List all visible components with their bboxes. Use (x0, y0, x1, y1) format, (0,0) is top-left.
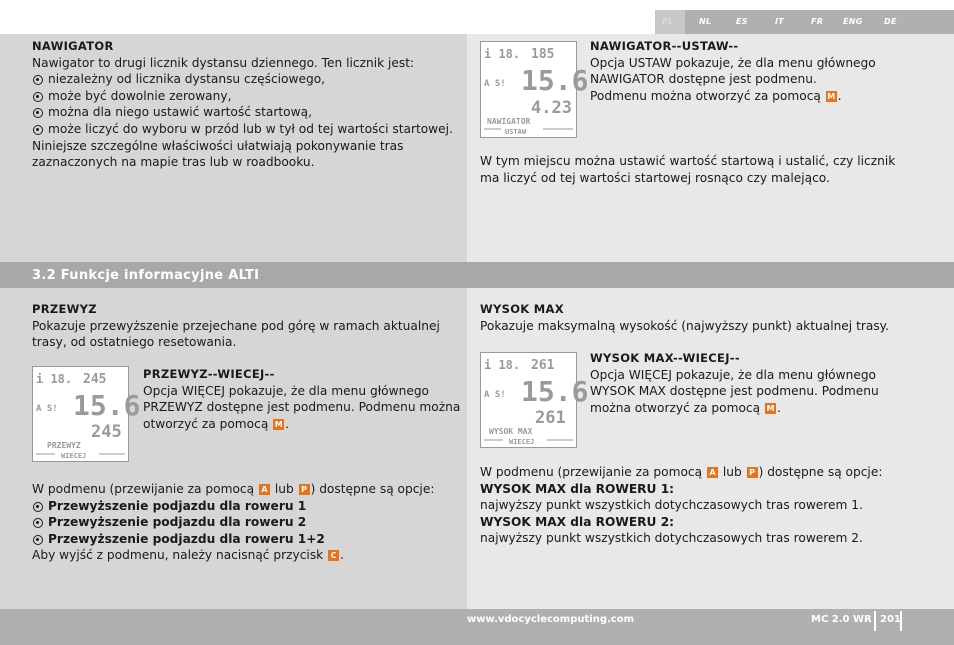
wysok-options-post: ) dostępne są opcje: (758, 465, 883, 479)
przewyz-wiecej-line3-end: . (285, 416, 290, 431)
lcd-segment-icons: i 18. (484, 358, 521, 372)
nawigator-bullet: może liczyć do wyboru w przód lub w tył od tej wartości startowej. (32, 121, 457, 138)
nawigator-ustaw-block (590, 38, 930, 104)
lang-tab-it[interactable]: IT (775, 17, 785, 26)
lang-tab-de[interactable]: DE (884, 17, 897, 26)
wysok-wiecej-block (590, 350, 930, 416)
przewyz-options-pre: W podmenu (przewijanie za pomocą (32, 482, 255, 496)
przewyz-line2: trasy, od ostatniego resetowania. (32, 335, 237, 350)
page-number: 201 (880, 614, 901, 625)
nawigator-ustaw-line3 (590, 88, 930, 105)
lcd-side-icons: A S! (484, 390, 506, 400)
wysok-options-block (480, 464, 940, 547)
przewyz-wiecej-line2: PRZEWYZ dostępne jest podmenu. Podmenu można (143, 400, 461, 415)
lcd-main-value: 15.6 (521, 64, 589, 97)
wysok-wiecej-heading: WYSOK MAX--WIECEJ-- (590, 351, 740, 365)
lcd-display-nawigator (480, 41, 589, 138)
przewyz-line1: Pokazuje przewyższenie przejechane pod górę w ramach aktualnej (32, 318, 440, 333)
nawigator-bullet: może być dowolnie zerowany, (32, 88, 457, 105)
lang-tab-pl[interactable]: PL (662, 17, 674, 26)
lcd-side-icons: A S! (484, 79, 506, 89)
wysok-wiecej-line3 (590, 400, 930, 417)
wysok-wiecej-line3-end: . (776, 400, 781, 415)
przewyz-option: Przewyższenie podjazdu dla roweru 2 (32, 514, 457, 531)
lcd-label-line2: USTAW (505, 128, 527, 136)
lang-tab-nl[interactable]: NL (699, 17, 712, 26)
wysok-option1-title: WYSOK MAX dla ROWERU 1: (480, 481, 675, 496)
footer-model: MC 2.0 WR (811, 614, 872, 625)
nawigator-bullet: niezależny od licznika dystansu częściowego, (32, 71, 457, 88)
wysok-options-or: lub (722, 465, 742, 479)
lang-tab-eng[interactable]: ENG (843, 17, 863, 26)
wysok-wiecej-line3-text: można otworzyć za pomocą (590, 400, 761, 415)
lcd-top-value: 245 (83, 372, 107, 387)
p-key-icon: P (747, 467, 758, 478)
lcd-label-line1: NAWIGATOR (487, 117, 531, 126)
lcd-sub-value: 4.23 (531, 98, 572, 118)
przewyz-block (32, 301, 457, 351)
lcd-side-icons: A S! (36, 404, 58, 414)
nawigator-ustaw-line3-text: Podmenu można otworzyć za pomocą (590, 88, 821, 103)
wysok-option2-title: WYSOK MAX dla ROWERU 2: (480, 514, 675, 529)
przewyz-options-block (32, 481, 457, 564)
lcd-main-value: 15.6 (73, 389, 141, 422)
footer-divider (874, 611, 876, 631)
nawigator-ustaw-heading: NAWIGATOR--USTAW-- (590, 39, 739, 53)
lcd-display-przewyz (32, 366, 141, 462)
nawigator-bullet: można dla niego ustawić wartość startową, (32, 104, 457, 121)
nawigator-ustaw-line2: NAWIGATOR dostępne jest podmenu. (590, 72, 817, 87)
lcd-top-value: 261 (531, 358, 555, 373)
przewyz-wiecej-line3-text: otworzyć za pomocą (143, 416, 269, 431)
przewyz-options-post: ) dostępne są opcje: (310, 482, 435, 496)
p-key-icon: P (299, 484, 310, 495)
przewyz-exit-end: . (340, 548, 344, 563)
footer-url-link[interactable]: www.vdocyclecomputing.com (467, 614, 635, 625)
lcd-main-value: 15.6 (521, 375, 589, 408)
przewyz-wiecej-block (143, 366, 461, 432)
nawigator-heading: NAWIGATOR (32, 39, 114, 53)
wysok-line1: Pokazuje maksymalną wysokość (najwyższy punkt) aktualnej trasy. (480, 318, 890, 333)
wysok-wiecej-line1: Opcja WIĘCEJ pokazuje, że dla menu głównego (590, 367, 877, 382)
c-key-icon: C (328, 550, 339, 561)
lcd-label-line1: WYSOK MAX (489, 427, 533, 436)
nawigator-ustaw-line1: Opcja USTAW pokazuje, że dla menu głównego (590, 55, 876, 70)
przewyz-exit-text: Aby wyjść z podmenu, należy nacisnąć przycisk (32, 548, 324, 563)
przewyz-options-intro (32, 481, 457, 498)
a-key-icon: A (259, 484, 270, 495)
lcd-sub-value: 261 (535, 408, 566, 428)
przewyz-exit (32, 547, 457, 564)
lang-tab-fr[interactable]: FR (811, 17, 824, 26)
przewyz-option: Przewyższenie podjazdu dla roweru 1 (32, 498, 457, 515)
nawigator-block (32, 38, 457, 171)
wysok-option2-text: najwyższy punkt wszystkich dotychczasowych tras rowerem 2. (480, 531, 863, 546)
przewyz-heading: PRZEWYZ (32, 302, 97, 316)
m-key-icon: M (766, 403, 775, 413)
lcd-display-wysok (480, 352, 589, 448)
panel-wysok-max (467, 288, 954, 609)
section-title: 3.2 Funkcje informacyjne ALTI (32, 268, 260, 283)
nawigator-intro: Nawigator to drugi licznik dystansu dziennego. Ten licznik jest: (32, 55, 415, 70)
m-key-icon: M (827, 91, 836, 101)
przewyz-wiecej-line1: Opcja WIĘCEJ pokazuje, że dla menu głównego (143, 383, 430, 398)
lcd-label-line2: WIECEJ (509, 438, 535, 446)
wysok-heading: WYSOK MAX (480, 302, 564, 316)
nawigator-outro-line2: zaznaczonych na mapie tras lub w roadbooku. (32, 155, 315, 170)
przewyz-wiecej-line3 (143, 416, 461, 433)
lcd-segment-icons: i 18. (484, 47, 521, 61)
wysok-block (480, 301, 940, 334)
lcd-label-line2: WIECEJ (61, 452, 87, 460)
nawigator-outro-line1: Niniejsze szczególne właściwości ułatwiają pokonywanie tras (32, 138, 404, 153)
m-key-icon: M (274, 419, 283, 429)
wysok-options-intro (480, 464, 940, 481)
wysok-options-pre: W podmenu (przewijanie za pomocą (480, 465, 703, 479)
lcd-top-value: 185 (531, 47, 555, 62)
wysok-wiecej-line2: WYSOK MAX dostępne jest podmenu. Podmenu (590, 384, 879, 399)
lcd-label-line1: PRZEWYZ (47, 441, 81, 450)
przewyz-option: Przewyższenie podjazdu dla roweru 1+2 (32, 531, 457, 548)
lang-tab-es[interactable]: ES (736, 17, 748, 26)
wysok-option1-text: najwyższy punkt wszystkich dotychczasowych tras rowerem 1. (480, 498, 863, 513)
nawigator-ustaw-para-line2: ma liczyć od tej wartości startowej rosnąco czy malejąco. (480, 170, 830, 185)
przewyz-wiecej-heading: PRZEWYZ--WIECEJ-- (143, 367, 275, 381)
przewyz-options-or: lub (274, 482, 294, 496)
nawigator-ustaw-para (480, 153, 940, 186)
lcd-sub-value: 245 (91, 422, 122, 442)
lcd-segment-icons: i 18. (36, 372, 73, 386)
nawigator-ustaw-para-line1: W tym miejscu można ustawić wartość startową i ustalić, czy licznik (480, 154, 896, 168)
a-key-icon: A (707, 467, 718, 478)
nawigator-ustaw-line3-end: . (837, 88, 842, 103)
